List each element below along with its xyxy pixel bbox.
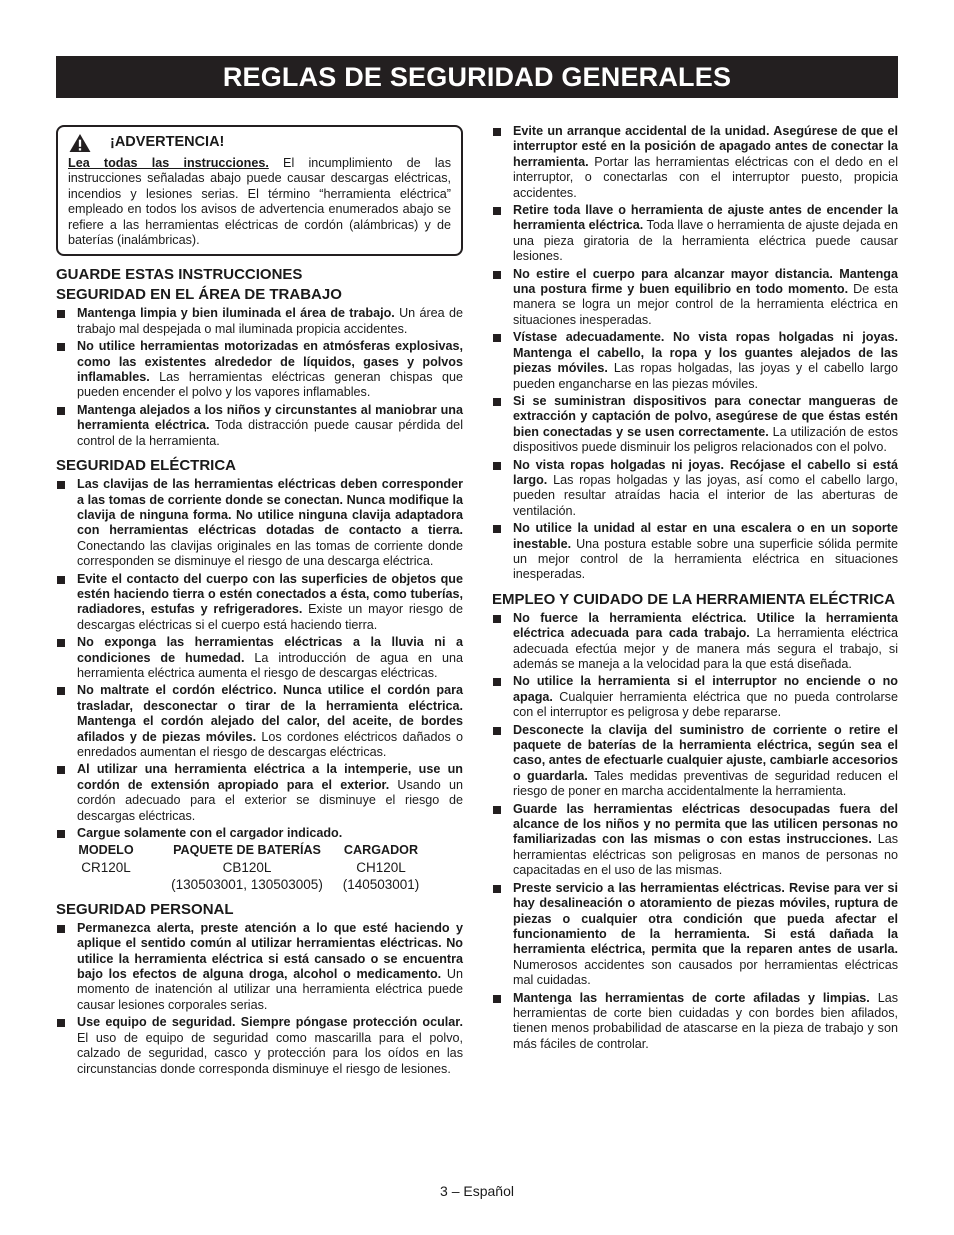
table-row xyxy=(56,876,424,893)
table-header-row xyxy=(56,843,424,858)
section-heading-personal: SEGURIDAD PERSONAL xyxy=(56,900,234,918)
empleo-list xyxy=(492,611,898,1052)
list-item: Evite un arranque accidental de la unidad. Asegúrese de que el interruptor esté en la posición de apagado antes de conectar la herramienta. Portar las herramientas eléctricas con el dedo en el interruptor, o conectarlas con el interruptor puesto, propicia accidentes. xyxy=(492,124,898,201)
table-cell: CR120L xyxy=(81,859,131,875)
warning-box xyxy=(56,125,463,256)
personal-list xyxy=(56,921,463,1077)
table-header: MODELO xyxy=(78,843,134,858)
table-cell: (130503001, 130503005) xyxy=(171,876,323,892)
list-item: No fuerce la herramienta eléctrica. Utilice la herramienta eléctrica adecuada para cada trabajo. La herramienta eléctrica adecuada efectúa mejor y de manera más segura el trabajo, si además se maneja a la velocidad para la que está diseñada. xyxy=(492,611,898,673)
table-header: CARGADOR xyxy=(343,843,419,858)
table-cell: CB120L xyxy=(222,859,272,875)
list-item: Al utilizar una herramienta eléctrica a la intemperie, use un cordón de extensión apropiado para el exterior. Usando un cordón adecuado para el exterior se disminuye el riesgo de descargas eléctricas. xyxy=(56,762,463,824)
list-item: No maltrate el cordón eléctrico. Nunca utilice el cordón para trasladar, desconectar o tirar de la herramienta eléctrica. Mantenga el cordón alejado del calor, del aceite, de bordes afilados y de piezas móviles. Los cordones eléctricos dañados o enredados aumentan el riesgo de descargas eléctricas. xyxy=(56,683,463,760)
list-item: No utilice la unidad al estar en una escalera o en un soporte inestable. Una postura estable sobre una superficie sólida permite un mejor control de la herramienta eléctrica en situaciones inesperadas. xyxy=(492,521,898,583)
section-heading-area: SEGURIDAD EN EL ÁREA DE TRABAJO xyxy=(56,286,342,304)
list-item: Permanezca alerta, preste atención a lo que esté haciendo y aplique el sentido común al utilizar herramientas eléctricas. No utilice la herramienta eléctrica si está cansado o se encuentra bajo los efectos de alguna droga, alcohol o medicamento. Un momento de inatención al utilizar una herramienta eléctrica puede causar lesiones corporales serias. xyxy=(56,921,463,1013)
list-item: Si se suministran dispositivos para conectar mangueras de extracción y captación de polvo, asegúrese de que éstas estén bien conectadas y se usen correctamente. La utilización de estos dispositivos puede disminuir los peligros relacionados con el polvo. xyxy=(492,394,898,456)
right-column xyxy=(492,124,898,1054)
list-item: Mantenga alejados a los niños y circunstantes al maniobrar una herramienta eléctrica. Toda distracción puede causar pérdida del control de la herramienta. xyxy=(56,403,463,449)
list-item: Vístase adecuadamente. No vista ropas holgadas ni joyas. Mantenga el cabello, la ropa y los guantes alejados de las piezas móviles. Las ropas holgadas, las joyas y el cabello largo pueden engancharse en las piezas móviles. xyxy=(492,330,898,392)
table-row xyxy=(56,859,424,876)
list-item: No vista ropas holgadas ni joyas. Recójase el cabello si está largo. Las ropas holgadas y las joyas, así como el cabello largo, pueden resultar atraídas hacia el interior de las aberturas de ventilación. xyxy=(492,458,898,520)
warning-title: ¡ADVERTENCIA! xyxy=(110,134,225,151)
section-heading-electrica: SEGURIDAD ELÉCTRICA xyxy=(56,457,237,475)
table-cell: CH120L xyxy=(356,859,406,875)
list-item: No utilice herramientas motorizadas en atmósferas explosivas, como las existentes alrededor de líquidos, gases y polvos inflamables. Las herramientas eléctricas generan chispas que pueden encender el polvo y los vapores inflamables. xyxy=(56,339,463,401)
list-item: Mantenga limpia y bien iluminada el área de trabajo. Un área de trabajo mal despejada o mal iluminada propicia accidentes. xyxy=(56,306,463,337)
list-item: Evite el contacto del cuerpo con las superficies de objetos que estén haciendo tierra o estén conectados a ésta, como tuberías, radiadores, estufas y refrigeradores. Existe un mayor riesgo de descargas eléctricas si el cuerpo está haciendo tierra. xyxy=(56,572,463,634)
spec-table xyxy=(56,843,424,892)
page-footer: 3 – Español xyxy=(440,1183,514,1199)
warning-text: El incumplimiento de las instrucciones señaladas abajo puede causar descargas eléctricas, incendios y lesiones serias. El término “herramienta eléctrica” empleado en todos los avisos de advertencia enumerados abajo se refiere a las herramientas eléctricas de cordón (alámbricas) y de baterías (inalámbricas). xyxy=(68,156,451,248)
table-cell xyxy=(56,876,156,893)
warning-triangle-icon xyxy=(68,133,92,153)
list-item: Mantenga las herramientas de corte afiladas y limpias. Las herramientas de corte bien cuidadas y con bordes bien afilados, tienen menos probabilidad de atascarse en la pieza de trabajo y son más fáciles de controlar. xyxy=(492,991,898,1053)
section-heading-empleo: EMPLEO Y CUIDADO DE LA HERRAMIENTA ELÉCTRICA xyxy=(492,590,896,608)
list-item: Cargue solamente con el cargador indicado. xyxy=(56,826,463,841)
left-column xyxy=(56,125,463,1079)
warning-lead: Lea todas las instrucciones. xyxy=(68,156,269,170)
list-item: Desconecte la clavija del suministro de corriente o retire el paquete de baterías de la herramienta eléctrica, según sea el caso, antes de efectuarle cualquier ajuste, cambiarle accesorios o guardarla. Tales medidas preventivas de seguridad reducen el riesgo de poner en marcha accidentalmente la herramienta. xyxy=(492,723,898,800)
section-heading-guarde: GUARDE ESTAS INSTRUCCIONES xyxy=(56,266,303,284)
page-title: REGLAS DE SEGURIDAD GENERALES xyxy=(56,56,898,98)
area-list xyxy=(56,306,463,449)
list-item: Las clavijas de las herramientas eléctricas deben corresponder a las tomas de corriente donde se conectan. Nunca modifique la clavija de ninguna forma. No utilice ninguna clavija adaptadora con herramientas eléctricas dotadas de contacto a tierra. Conectando las clavijas originales en las tomas de corriente donde corresponden se disminuye el riesgo de una descarga eléctrica. xyxy=(56,477,463,569)
list-item: Guarde las herramientas eléctricas desocupadas fuera del alcance de los niños y no permita que las utilicen personas no familiarizadas con las mismas o con estas instrucciones. Las herramientas eléctricas son peligrosas en manos de personas no capacitadas en el uso de las mismas. xyxy=(492,802,898,879)
list-item: No exponga las herramientas eléctricas a la lluvia ni a condiciones de humedad. La introducción de agua en una herramienta eléctrica aumenta el riesgo de descargas eléctricas. xyxy=(56,635,463,681)
electrica-list xyxy=(56,477,463,841)
list-item: Retire toda llave o herramienta de ajuste antes de encender la herramienta eléctrica. Toda llave o herramienta de ajuste dejada en una pieza giratoria de la herramienta eléctrica puede causar lesiones. xyxy=(492,203,898,265)
warning-body xyxy=(68,156,451,248)
list-item: Preste servicio a las herramientas eléctricas. Revise para ver si hay desalineación o atoramiento de piezas móviles, ruptura de piezas o cualquier otra condición que pueda afectar el funcionamiento de la herramienta. Si está dañada la herramienta eléctrica, permita que la reparen antes de usarla. Numerosos accidentes son causados por herramientas eléctricas mal cuidadas. xyxy=(492,881,898,989)
table-cell: (140503001) xyxy=(342,876,420,892)
list-item: Use equipo de seguridad. Siempre póngase protección ocular. El uso de equipo de seguridad como mascarilla para el polvo, calzado de seguridad, casco y protección para los oídos en las circunstancias donde corresponda disminuye el riesgo de lesiones. xyxy=(56,1015,463,1077)
list-item: No estire el cuerpo para alcanzar mayor distancia. Mantenga una postura firme y buen equilibrio en todo momento. De esta manera se logra un mejor control de la herramienta eléctrica en situaciones inesperadas. xyxy=(492,267,898,329)
personal-list-continued xyxy=(492,124,898,583)
warning-header xyxy=(68,133,451,153)
table-header: PAQUETE DE BATERÍAS xyxy=(173,843,321,858)
list-item: No utilice la herramienta si el interruptor no enciende o no apaga. Cualquier herramienta eléctrica que no pueda controlarse con el interruptor es peligrosa y debe repararse. xyxy=(492,674,898,720)
